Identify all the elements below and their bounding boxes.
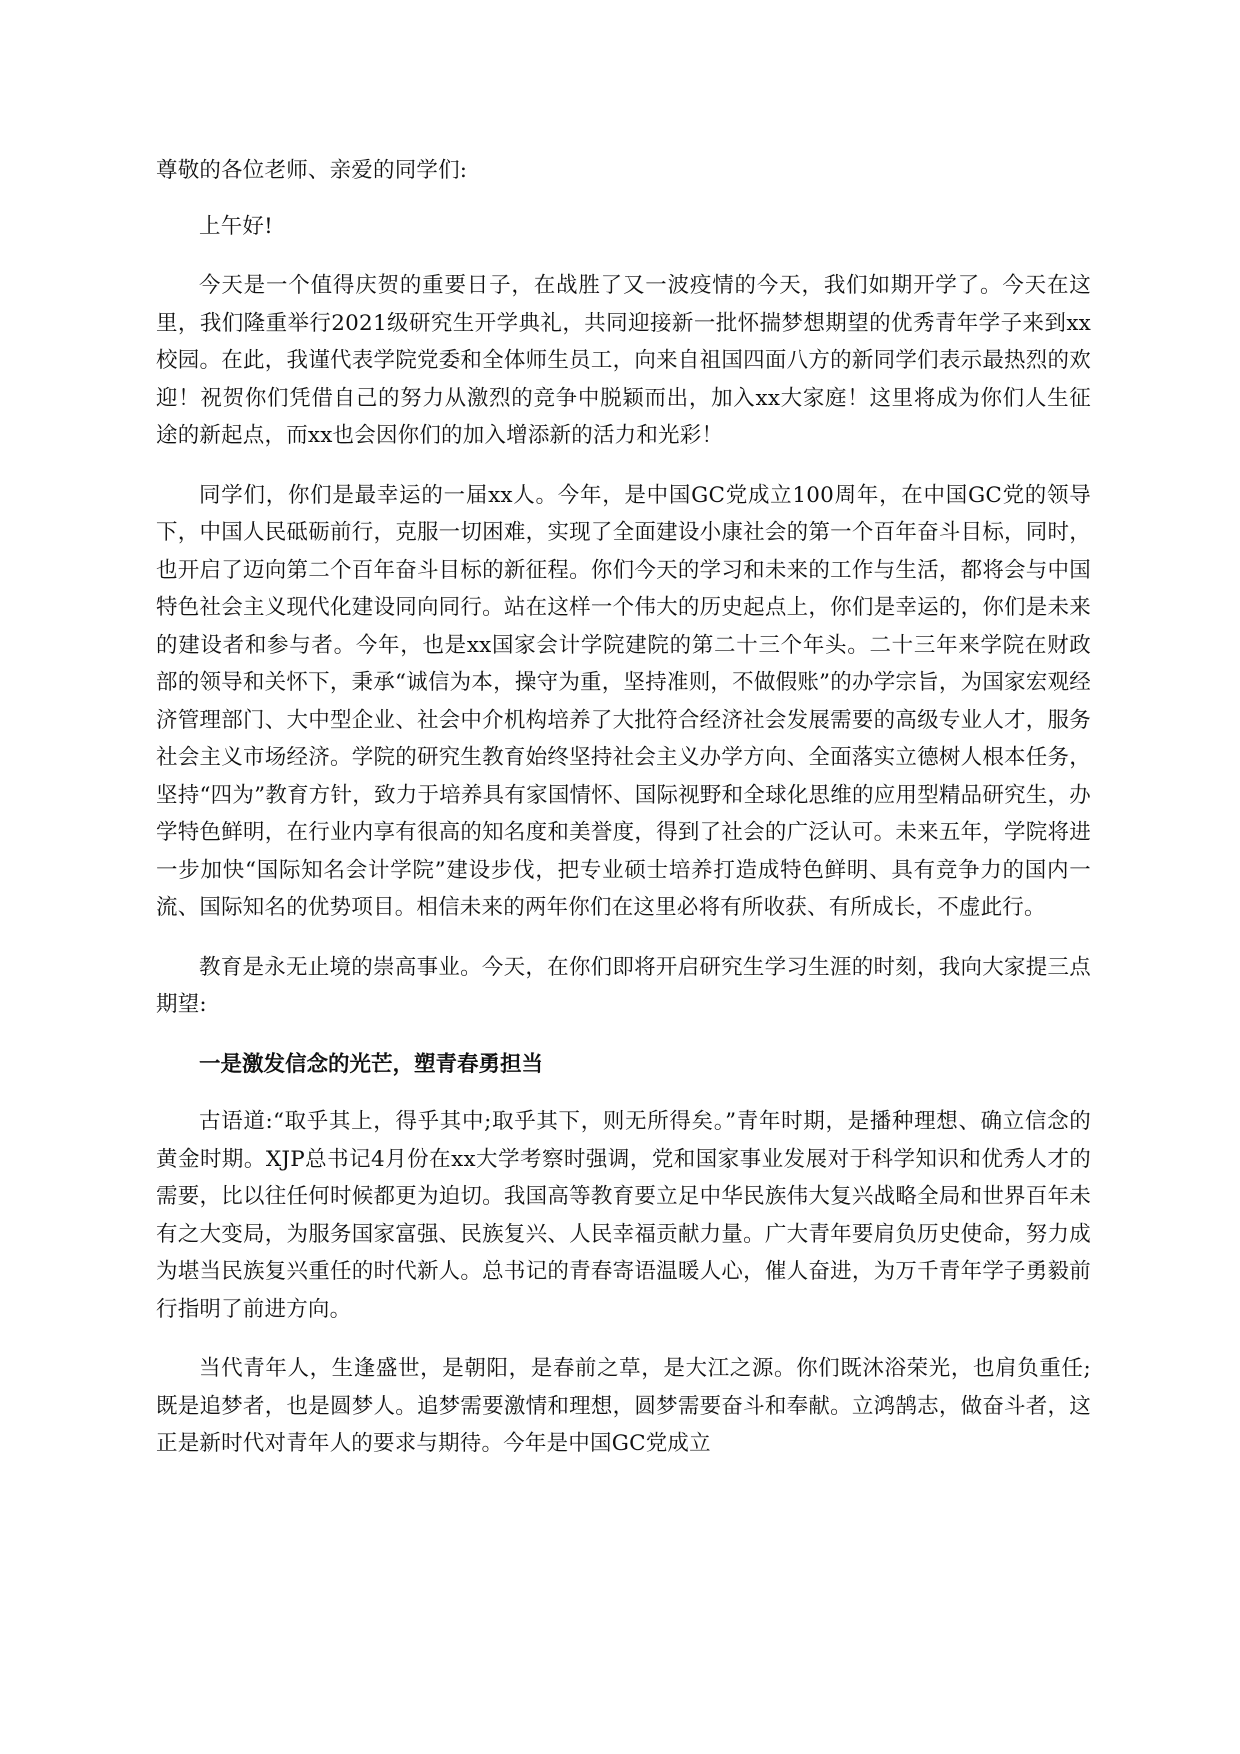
- paragraph-expectations: 教育是永无止境的崇高事业。今天，在你们即将开启研究生学习生涯的时刻，我向大家提三点期望:: [156, 954, 1091, 1017]
- greeting: 上午好!: [199, 213, 273, 239]
- section-heading: 一是激发信念的光芒，塑青春勇担当: [199, 1051, 544, 1077]
- paragraph-welcome: 今天是一个值得庆贺的重要日子，在战胜了又一波疫情的今天，我们如期开学了。今天在这里，我们隆重举行2021级研究生开学典礼，共同迎接新一批怀揣梦想期望的优秀青年学子来到xx校园。在此，我谨代表学院党委和全体师生员工，向来自祖国四面八方的新同学们表示最热烈的欢迎！祝贺你们凭借自己的努力从激烈的竞争中脱颖而出，加入xx大家庭！这里将成为你们人生征途的新起点，而xx也会因你们的加入增添新的活力和光彩！: [156, 273, 1091, 448]
- paragraph-ancient-saying: 古语道:“取乎其上，得乎其中;取乎其下，则无所得矣。”青年时期，是播种理想、确立信念的黄金时期。XJP总书记4月份在xx大学考察时强调，党和国家事业发展对于科学知识和优秀人才的需要，比以往任何时候都更为迫切。我国高等教育要立足中华民族伟大复兴战略全局和世界百年未有之大变局，为服务国家富强、民族复兴、人民幸福贡献力量。广大青年要肩负历史使命，努力成为堪当民族复兴重任的时代新人。总书记的青春寄语温暖人心，催人奋进，为万千青年学子勇毅前行指明了前进方向。: [156, 1109, 1091, 1322]
- paragraph-fortunate: 同学们，你们是最幸运的一届xx人。今年，是中国GC党成立100周年，在中国GC党的领导下，中国人民砥砺前行，克服一切困难，实现了全面建设小康社会的第一个百年奋斗目标，同时，也开启了迈向第二个百年奋斗目标的新征程。你们今天的学习和未来的工作与生活，都将会与中国特色社会主义现代化建设同向同行。站在这样一个伟大的历史起点上，你们是幸运的，你们是未来的建设者和参与者。今年，也是xx国家会计学院建院的第二十三个年头。二十三年来学院在财政部的领导和关怀下，秉承“诚信为本，操守为重，坚持准则，不做假账”的办学宗旨，为国家宏观经济管理部门、大中型企业、社会中介机构培养了大批符合经济社会发展需要的高级专业人才，服务社会主义市场经济。学院的研究生教育始终坚持社会主义办学方向、全面落实立德树人根本任务，坚持“四为”教育方针，致力于培养具有家国情怀、国际视野和全球化思维的应用型精品研究生，办学特色鲜明，在行业内享有很高的知名度和美誉度，得到了社会的广泛认可。未来五年，学院将进一步加快“国际知名会计学院”建设步伐，把专业硕士培养打造成特色鲜明、具有竞争力的国内一流、国际知名的优势项目。相信未来的两年你们在这里必将有所收获、有所成长，不虚此行。: [156, 482, 1091, 920]
- paragraph-contemporary-youth: 当代青年人，生逢盛世，是朝阳，是春前之草，是大江之源。你们既沐浴荣光，也肩负重任;既是追梦者，也是圆梦人。追梦需要激情和理想，圆梦需要奋斗和奉献。立鸿鹄志，做奋斗者，这正是新时代对青年人的要求与期待。今年是中国GC党成立: [156, 1356, 1091, 1456]
- salutation: 尊敬的各位老师、亲爱的同学们:: [156, 158, 468, 183]
- document-body: [156, 152, 1091, 1485]
